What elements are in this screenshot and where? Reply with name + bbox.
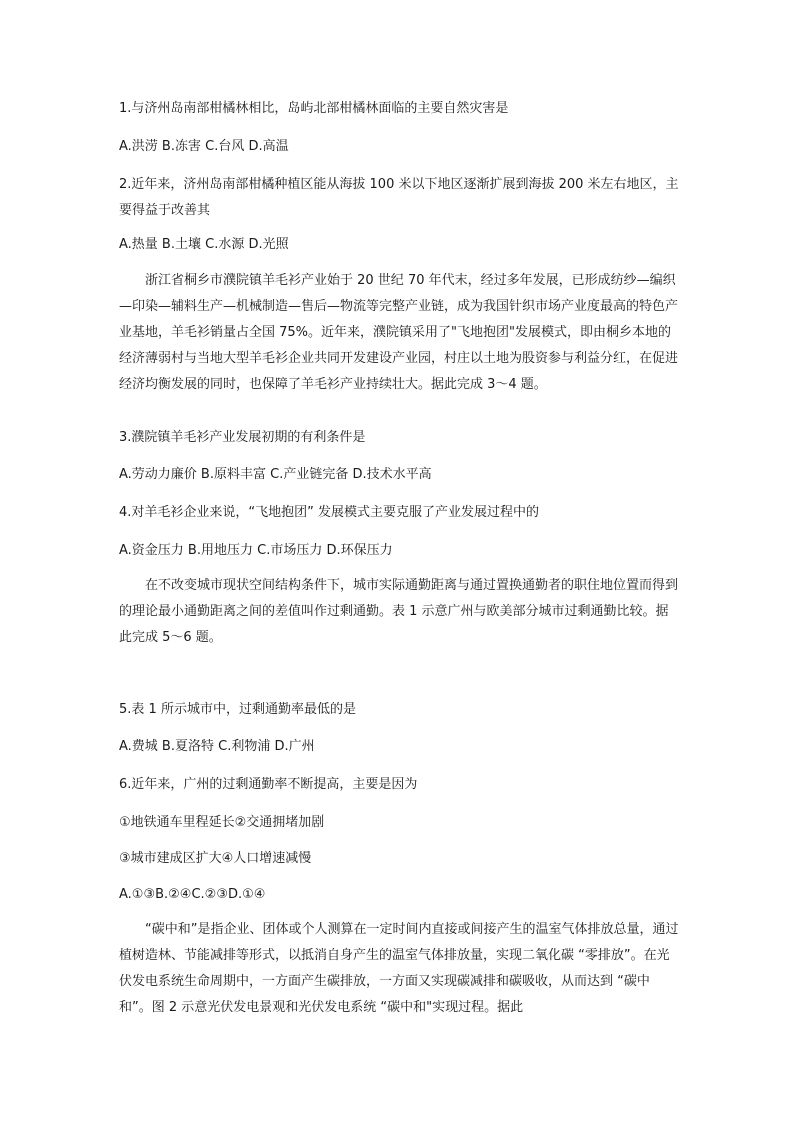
question-2-options: A.热量 B.土壤 C.水源 D.光照 [119, 237, 289, 252]
question-1-options: A.洪涝 B.冻害 C.台风 D.高温 [119, 139, 289, 154]
question-6: 6.近年来，广州的过剩通勤率不断提高，主要是因为 [119, 777, 418, 792]
question-2-text: 2.近年来，济州岛南部柑橘种植区能从海拔 100 米以下地区逐渐扩展到海拔 200 米左右地区，主要得益于改善其 [119, 177, 679, 218]
passage-1 [119, 268, 681, 416]
question-4: 4.对羊毛衫企业来说，“飞地抱团” 发展模式主要克服了产业发展过程中的 [119, 505, 540, 520]
passage-2 [119, 573, 681, 651]
question-6-items-1: ①地铁通车里程延长②交通拥堵加剧 [119, 815, 325, 830]
question-1: 1.与济州岛南部柑橘林相比，岛屿北部柑橘林面临的主要自然灾害是 [119, 101, 509, 116]
question-4-options: A.资金压力 B.用地压力 C.市场压力 D.环保压力 [119, 543, 393, 558]
question-5-options: A.费城 B.夏洛特 C.利物浦 D.广州 [119, 739, 315, 754]
passage-2-text: 在不改变城市现状空间结构条件下，城市实际通勤距离与通过置换通勤者的职住地位置而得到的理论最小通勤距离之间的差值叫作过剩通勤。表 1 示意广州与欧美部分城市过剩通勤比较。据此完成 5～6 题。 [119, 578, 679, 645]
passage-3-text: “碳中和”是指企业、团体或个人测算在一定时间内直接或间接产生的温室气体排放总量，通过植树造林、节能减排等形式，以抵消自身产生的温室气体排放量，实现二氧化碳 “零排放”。在光伏发电系统生命周期中，一方面产生碳排放，一方面又实现碳减排和碳吸收，从而达到 “碳中和”。图 2 示意光伏发电景观和光伏发电系统 “碳中和"实现过程。据此 [119, 922, 679, 1015]
question-6-items-2: ③城市建成区扩大④人口增速减慢 [119, 851, 312, 866]
question-6-options: A.①③B.②④C.②③D.①④ [119, 887, 266, 902]
passage-1-text: 浙江省桐乡市濮院镇羊毛衫产业始于 20 世纪 70 年代末，经过多年发展，已形成纺纱—编织—印染—辅料生产—机械制造—售后—物流等完整产业链，成为我国针织市场产业度最高的特色产业基地，羊毛衫销量占全国 75%。近年来，濮院镇采用了"飞地抱团"发展模式，即由桐乡本地的经济薄弱村与当地大型羊毛衫企业共同开发建设产业园，村庄以土地为股资参与利益分红，在促进经济均衡发展的同时，也保障了羊毛衫产业持续壮大。据此完成 3～4 题。 [119, 273, 679, 392]
question-5: 5.表 1 所示城市中，过剩通勤率最低的是 [119, 702, 356, 717]
question-2 [119, 172, 689, 224]
question-3: 3.濮院镇羊毛衫产业发展初期的有利条件是 [119, 430, 366, 445]
passage-3 [119, 917, 681, 1021]
question-3-options: A.劳动力廉价 B.原料丰富 C.产业链完备 D.技术水平高 [119, 467, 432, 482]
